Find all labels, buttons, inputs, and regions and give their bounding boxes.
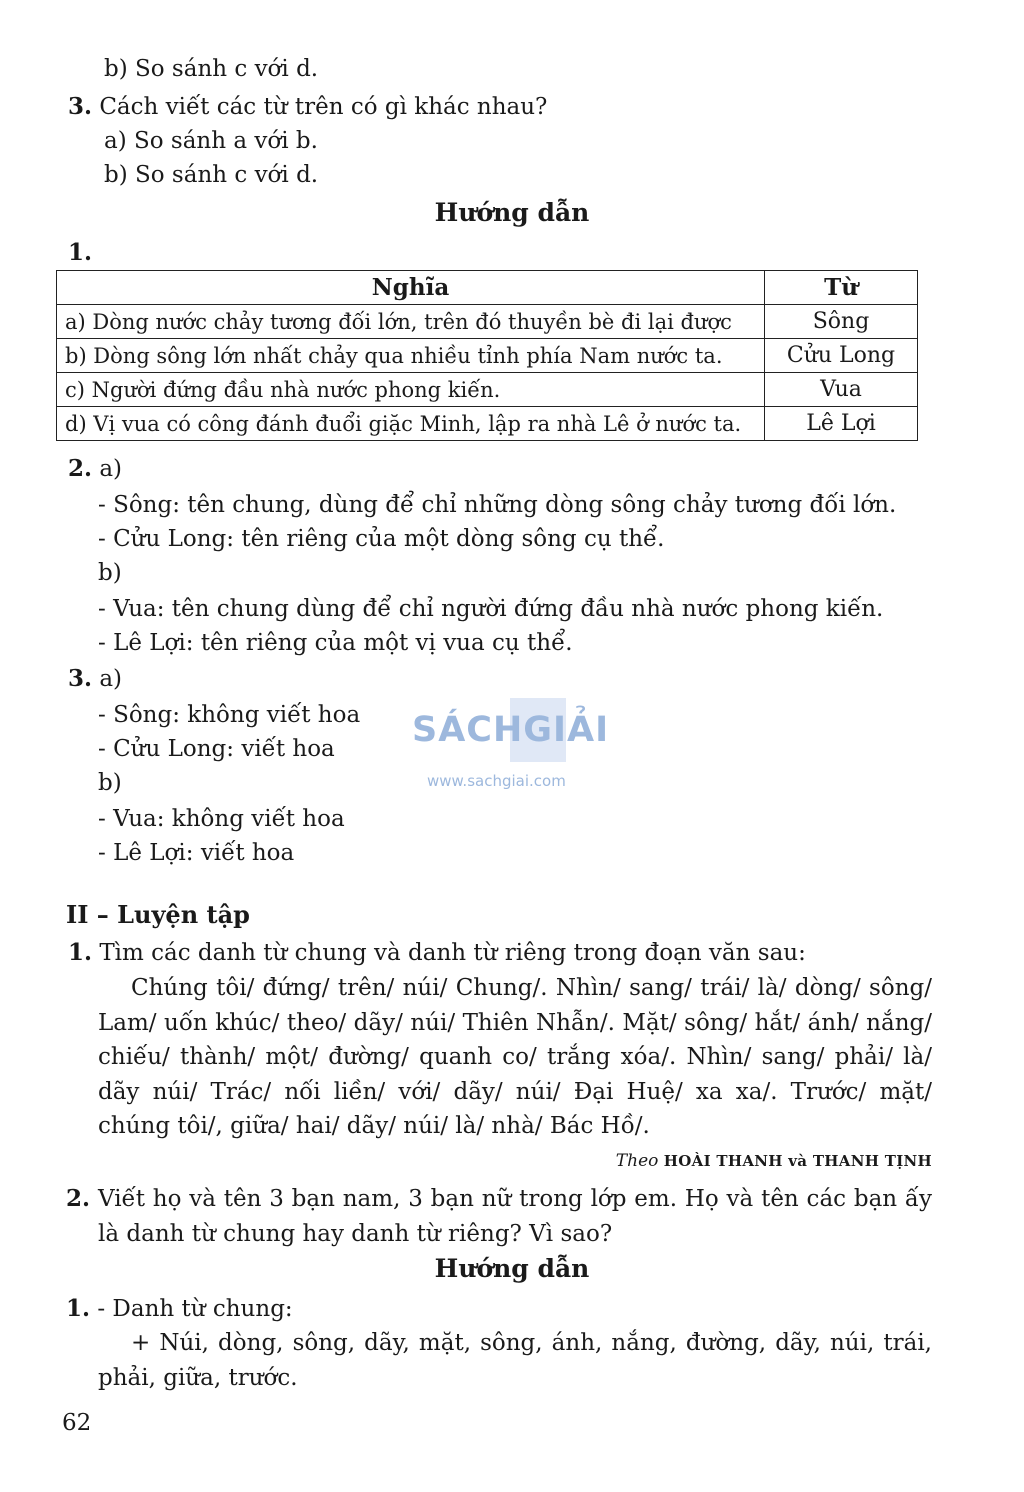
exercise-1-text: Tìm các danh từ chung và danh từ riêng trong đoạn văn sau: (99, 940, 806, 966)
page-number: 62 (62, 1410, 92, 1436)
practice-title: II – Luyện tập (66, 900, 250, 929)
source-authors: HOÀI THANH và THANH TỊNH (663, 1152, 932, 1170)
exercise-2-text: Viết họ và tên 3 bạn nam, 3 bạn nữ trong lớp em. Họ và tên các bạn ấy là danh từ chung hay danh từ riêng? Vì sao? (98, 1186, 932, 1247)
table-header-row (57, 271, 918, 305)
guide1-item1-number: 1. (68, 239, 93, 266)
question-3b: b) So sánh c với d. (104, 162, 319, 188)
guide1-item2-a2: - Cửu Long: tên riêng của một dòng sông cụ thể. (98, 526, 665, 552)
cell-meaning: a) Dòng nước chảy tương đối lớn, trên đó thuyền bè đi lại được (57, 305, 765, 339)
guide-heading-1: Hướng dẫn (434, 198, 590, 227)
table-row (57, 373, 918, 407)
guide1-item2-number: 2. (68, 455, 93, 482)
guide1-item2-b1: - Vua: tên chung dùng để chỉ người đứng đầu nhà nước phong kiến. (98, 596, 884, 622)
exercise-2-number: 2. (66, 1185, 91, 1212)
passage-source (616, 1151, 932, 1171)
header-word: Từ (765, 271, 918, 305)
table-row (57, 305, 918, 339)
guide1-item3-a1: - Sông: không viết hoa (98, 702, 361, 728)
guide1-item2-b: b) (98, 560, 122, 586)
guide2-item1-number: 1. (66, 1295, 91, 1322)
cell-word: Cửu Long (765, 339, 918, 373)
guide1-item3-b1: - Vua: không viết hoa (98, 806, 345, 832)
guide1-item2-b2: - Lê Lợi: tên riêng của một vị vua cụ thể. (98, 630, 573, 656)
guide2-item1-list: + Núi, dòng, sông, dãy, mặt, sông, ánh, nắng, đường, dãy, núi, trái, phải, giữa, trước. (98, 1330, 932, 1391)
guide1-item3-a2: - Cửu Long: viết hoa (98, 736, 335, 762)
watermark-brand: SÁCHGIẢI (412, 710, 610, 750)
watermark (412, 698, 612, 798)
question-3-number: 3. (68, 93, 93, 120)
guide-heading-2: Hướng dẫn (434, 1254, 590, 1283)
passage-text: Chúng tôi/ đứng/ trên/ núi/ Chung/. Nhìn/ sang/ trái/ là/ dòng/ sông/ Lam/ uốn khúc/ theo/ dãy/ núi/ Thiên Nhẫn/. Mặt/ sông/ hắt/ ánh/ nắng/ chiếu/ thành/ một/ đường/ quanh co/ trắng xóa/. Nhìn/ sang/ phải/ là/ dãy núi/ Trác/ nối liền/ với/ dãy/ núi/ Đại Huệ/ xa xa/. Trước/ mặt/ chúng tôi/, giữa/ hai/ dãy/ núi/ là/ nhà/ Bác Hồ/. (98, 975, 932, 1140)
cell-meaning: b) Dòng sông lớn nhất chảy qua nhiều tỉnh phía Nam nước ta. (57, 339, 765, 373)
question-3-text: Cách viết các từ trên có gì khác nhau? (99, 94, 548, 120)
question-3 (68, 90, 547, 124)
question-2b: b) So sánh c với d. (104, 56, 319, 82)
exercise-1-number: 1. (68, 939, 93, 966)
cell-word: Vua (765, 373, 918, 407)
table-row (57, 339, 918, 373)
cell-word: Lê Lợi (765, 407, 918, 441)
guide1-item2-a: a) (99, 456, 123, 482)
meaning-table (56, 270, 918, 441)
exercise-2-number-wrap (66, 1182, 90, 1216)
cell-meaning: d) Vị vua có công đánh đuổi giặc Minh, lập ra nhà Lê ở nước ta. (57, 407, 765, 441)
guide2-item1-text: - Danh từ chung: (97, 1296, 293, 1322)
exercise-1 (68, 936, 806, 970)
guide1-item3-b2: - Lê Lợi: viết hoa (98, 840, 295, 866)
header-meaning: Nghĩa (57, 271, 765, 305)
cell-word: Sông (765, 305, 918, 339)
guide1-item3-number: 3. (68, 665, 93, 692)
cell-meaning: c) Người đứng đầu nhà nước phong kiến. (57, 373, 765, 407)
question-3a: a) So sánh a với b. (104, 128, 318, 154)
table-row (57, 407, 918, 441)
exercise-1-passage (98, 971, 932, 1144)
guide2-item1 (66, 1292, 293, 1326)
guide1-item2 (68, 452, 122, 486)
guide1-item3 (68, 662, 122, 696)
guide1-item2-a1: - Sông: tên chung, dùng để chỉ những dòng sông chảy tương đối lớn. (98, 492, 897, 518)
watermark-url: www.sachgiai.com (427, 772, 566, 790)
guide1-item3-b: b) (98, 770, 122, 796)
guide1-item3-a: a) (99, 666, 123, 692)
source-theo: Theo (615, 1151, 659, 1171)
